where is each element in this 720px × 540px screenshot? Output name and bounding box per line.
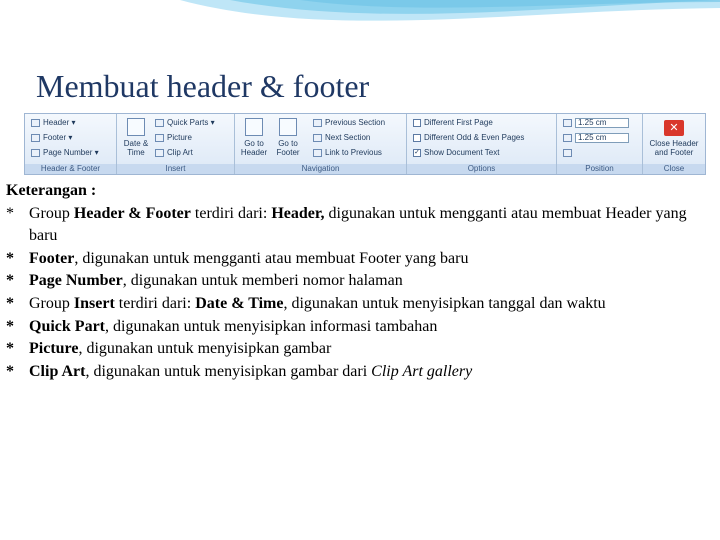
header-position-icon (563, 119, 572, 127)
list-item: * Group Header & Footer terdiri dari: Header, digunakan untuk mengganti atau membuat Header yang baru (6, 204, 687, 245)
group-label: Options (407, 164, 556, 174)
slide-title: Membuat header & footer (36, 68, 370, 104)
list-item: * Quick Part, digunakan untuk menyisipkan informasi tambahan (6, 316, 706, 339)
header-position-spinner[interactable]: 1.25 cm (575, 118, 629, 128)
description-heading: Keterangan : (6, 182, 97, 199)
next-section-button[interactable]: Next Section (313, 132, 370, 143)
next-section-icon (313, 134, 322, 142)
previous-section-button[interactable]: Previous Section (313, 117, 385, 128)
page-number-menu-button[interactable]: Page Number ▾ (31, 147, 99, 158)
picture-icon (155, 134, 164, 142)
date-time-button[interactable]: Date & Time (121, 118, 151, 157)
footer-menu-button[interactable]: Footer ▾ (31, 132, 72, 143)
different-odd-even-checkbox[interactable]: Different Odd & Even Pages (413, 132, 524, 143)
previous-section-icon (313, 119, 322, 127)
clip-art-button[interactable]: Clip Art (155, 147, 193, 158)
quick-parts-icon (155, 119, 164, 127)
close-header-footer-button[interactable]: ✕ Close Header and Footer (649, 122, 699, 157)
link-icon (313, 149, 322, 157)
bullet-marker: * (6, 362, 14, 380)
group-label: Header & Footer (25, 164, 116, 174)
bullet-marker: * (6, 294, 14, 312)
list-item: * Page Number, digunakan untuk memberi nomor halaman (6, 270, 706, 293)
clip-art-icon (155, 149, 164, 157)
footer-position-icon (563, 134, 572, 142)
group-close (643, 114, 705, 174)
go-to-header-icon (245, 118, 263, 136)
go-to-footer-button[interactable]: Go to Footer (273, 118, 303, 157)
go-to-footer-icon (279, 118, 297, 136)
group-label: Insert (117, 164, 234, 174)
group-insert (117, 114, 235, 174)
list-item: * Picture, digunakan untuk menyisipkan gambar (6, 338, 706, 361)
footer-position-field[interactable] (563, 132, 629, 143)
calendar-icon (127, 118, 145, 136)
picture-button[interactable]: Picture (155, 132, 192, 143)
list-item: * Clip Art, digunakan untuk menyisipkan gambar dari Clip Art gallery (6, 361, 706, 384)
group-label: Navigation (235, 164, 406, 174)
bullet-marker: * (6, 317, 14, 335)
group-options (407, 114, 557, 174)
alignment-tab-button[interactable] (563, 147, 575, 158)
header-footer-ribbon (24, 113, 706, 175)
checkbox-checked-icon: ✓ (414, 148, 420, 156)
group-position (557, 114, 643, 174)
quick-parts-button[interactable]: Quick Parts ▾ (155, 117, 215, 128)
show-document-text-checkbox[interactable]: ✓ Show Document Text (414, 148, 500, 157)
page-number-icon (31, 149, 40, 157)
alignment-tab-icon (563, 149, 572, 157)
different-first-page-checkbox[interactable]: Different First Page (413, 117, 493, 128)
list-item: * Footer, digunakan untuk mengganti atau membuat Footer yang baru (6, 248, 706, 271)
decorative-wave (0, 0, 720, 70)
bullet-marker: * (6, 249, 14, 267)
group-label: Close (643, 164, 705, 174)
bullet-marker: * (6, 340, 14, 358)
header-position-field[interactable] (563, 117, 629, 128)
group-navigation (235, 114, 407, 174)
footer-icon (31, 134, 40, 142)
bullet-marker: * (6, 272, 14, 290)
header-icon (31, 119, 40, 127)
description-text (6, 180, 706, 383)
go-to-header-button[interactable]: Go to Header (239, 118, 269, 157)
checkbox-unchecked (413, 119, 421, 127)
link-to-previous-button[interactable]: Link to Previous (313, 147, 382, 158)
header-menu-button[interactable]: Header ▾ (31, 117, 75, 128)
footer-position-spinner[interactable]: 1.25 cm (575, 133, 629, 143)
bullet-marker: * (6, 204, 14, 222)
group-label: Position (557, 164, 642, 174)
close-icon: ✕ (664, 120, 684, 136)
group-header-footer (25, 114, 117, 174)
checkbox-unchecked (413, 134, 421, 142)
list-item: * Group Insert terdiri dari: Date & Time, digunakan untuk menyisipkan tanggal dan waktu (6, 293, 706, 316)
